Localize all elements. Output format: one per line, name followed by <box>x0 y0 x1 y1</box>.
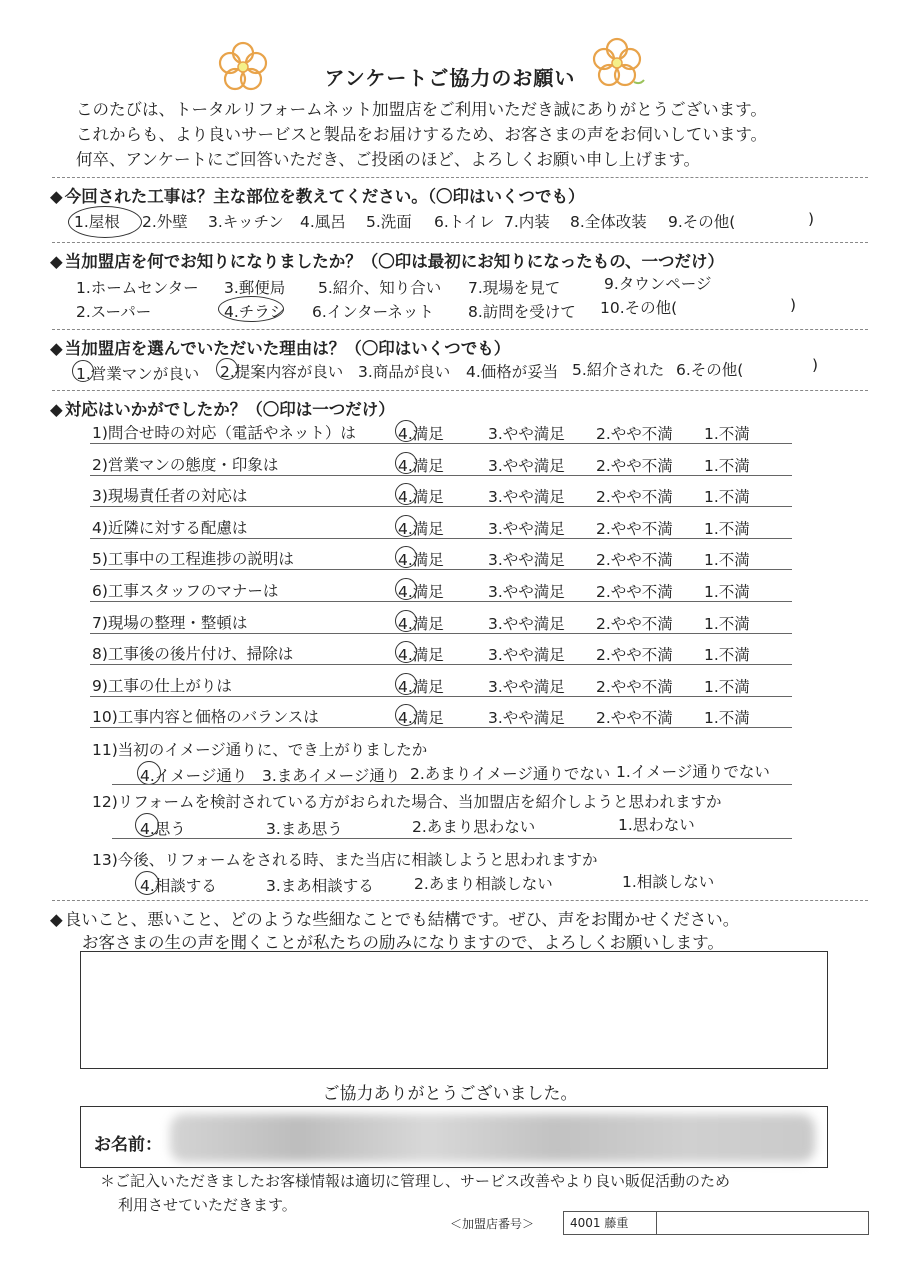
store-number-value: 4001 藤重 <box>570 1216 629 1230</box>
q12-option-2[interactable]: 2.あまり思わない <box>412 818 536 836</box>
rating-item-label: 10)工事内容と価格のバランスは <box>92 708 319 727</box>
row-line <box>90 443 792 444</box>
thanks-text: ご協力ありがとうございました。 <box>322 1084 578 1104</box>
name-label: お名前： <box>94 1135 162 1155</box>
rating-option[interactable]: 1.不満 <box>704 614 750 633</box>
q3-option-other[interactable]: 6.その他( <box>676 361 744 379</box>
q2-option-post-office[interactable]: 3.郵便局 <box>224 279 286 297</box>
intro-line-3: 何卒、アンケートにご回答いただき、ご投函のほど、よろしくお願い申し上げます。 <box>76 150 701 169</box>
rating-option[interactable]: 1.不満 <box>704 646 750 665</box>
rating-item-label: 5)工事中の工程進捗の説明は <box>92 550 294 569</box>
rating-option[interactable]: 1.不満 <box>704 519 750 538</box>
q1-option-other[interactable]: 9.その他( <box>668 213 736 231</box>
redacted-name <box>170 1114 815 1162</box>
q2-option-referral[interactable]: 5.紹介、知り合い <box>318 279 442 297</box>
q13-option-4[interactable]: 4.相談する <box>140 877 217 895</box>
rating-option[interactable]: 3.やや満足 <box>488 425 565 443</box>
q13-option-1[interactable]: 1.相談しない <box>622 873 715 891</box>
rating-option[interactable]: 2.やや不満 <box>596 456 673 475</box>
rating-option[interactable]: 1.不満 <box>704 709 750 728</box>
q1-option-toilet[interactable]: 6.トイレ <box>434 213 495 231</box>
q4-question <box>50 396 395 420</box>
rating-option[interactable]: 2.やや不満 <box>596 519 673 538</box>
divider <box>52 242 868 243</box>
q1-question-text: 今回された工事は？主な部位を教えてください。（〇印はいくつでも） <box>64 187 585 206</box>
q11-option-4[interactable]: 4.イメージ通り <box>140 767 248 785</box>
rating-item-label: 2)営業マンの態度・印象は <box>92 455 279 474</box>
row-line <box>90 601 792 602</box>
q1-option-bath[interactable]: 4.風呂 <box>300 213 346 231</box>
rating-option[interactable]: 3.やや満足 <box>488 488 565 507</box>
diamond-bullet-icon: ◆ <box>50 400 63 419</box>
rating-item-label: 8)工事後の後片付け、掃除は <box>92 645 294 664</box>
intro-line-1: このたびは、トータルリフォームネット加盟店をご利用いただき誠にありがとうございます。 <box>76 100 767 119</box>
rating-option[interactable]: 3.やや満足 <box>488 614 565 633</box>
comments-textarea[interactable] <box>80 951 828 1069</box>
rating-option[interactable]: 4.満足 <box>398 551 444 570</box>
q13-option-3[interactable]: 3.まあ相談する <box>266 877 374 895</box>
rating-option[interactable]: 2.やや不満 <box>596 551 673 570</box>
q11-option-3[interactable]: 3.まあイメージ通り <box>262 767 401 785</box>
q13-question: 13)今後、リフォームをされる時、また当店に相談しようと思われますか <box>92 851 598 869</box>
rating-option[interactable]: 1.不満 <box>704 551 750 570</box>
q3-option-product[interactable]: 3.商品が良い <box>358 363 451 381</box>
rating-option[interactable]: 4.満足 <box>398 519 444 538</box>
rating-option[interactable]: 2.やや不満 <box>596 646 673 665</box>
diamond-bullet-icon: ◆ <box>50 252 63 271</box>
divider <box>52 329 868 330</box>
row-line <box>90 506 792 507</box>
q12-option-3[interactable]: 3.まあ思う <box>266 820 343 838</box>
diamond-bullet-icon: ◆ <box>50 339 63 358</box>
rating-option[interactable]: 2.やや不満 <box>596 677 673 696</box>
row-line <box>90 696 792 697</box>
q1-option-exterior[interactable]: 2.外壁 <box>142 213 188 231</box>
comments-line-1: 良いこと、悪いこと、どのような些細なことでも結構です。ぜひ、声をお聞かせください。 <box>64 910 740 929</box>
row-line <box>90 569 792 570</box>
rating-item-label: 6)工事スタッフのマナーは <box>92 582 279 600</box>
q12-option-4[interactable]: 4.思う <box>140 820 186 838</box>
q12-option-1[interactable]: 1.思わない <box>618 816 695 834</box>
q1-option-washroom[interactable]: 5.洗面 <box>366 213 412 231</box>
row-line <box>112 784 792 785</box>
q13-option-2[interactable]: 2.あまり相談しない <box>414 875 553 893</box>
rating-option[interactable]: 3.やや満足 <box>488 709 565 728</box>
q2-option-flyer[interactable]: 4.チラシ <box>224 303 286 321</box>
comments-line-2: お客さまの生の声を聞くことが私たちの励みになりますので、よろしくお願いします。 <box>82 933 724 952</box>
rating-option[interactable]: 3.やや満足 <box>488 646 565 665</box>
q11-option-2[interactable]: 2.あまりイメージ通りでない <box>410 765 611 783</box>
page-title: アンケートご協力のお願い <box>324 66 576 90</box>
q2-option-townpage[interactable]: 9.タウンページ <box>604 275 712 293</box>
row-line <box>90 475 792 476</box>
rating-option[interactable]: 3.やや満足 <box>488 583 565 601</box>
rating-item-label: 9)工事の仕上がりは <box>92 676 232 695</box>
q2-question <box>50 248 724 272</box>
privacy-note-1: ＊ご記入いただきましたお客様情報は適切に管理し、サービス改善やより良い販促活動のため <box>100 1172 731 1190</box>
rating-option[interactable]: 2.やや不満 <box>596 488 673 507</box>
rating-option[interactable]: 4.満足 <box>398 614 444 633</box>
rating-option[interactable]: 3.やや満足 <box>488 456 565 475</box>
rating-option[interactable]: 2.やや不満 <box>596 709 673 728</box>
comments-prompt <box>50 906 739 930</box>
q1-option-kitchen[interactable]: 3.キッチン <box>208 213 284 231</box>
rating-item-label: 4)近隣に対する配慮は <box>92 518 248 537</box>
q2-option-other-close: ) <box>790 296 797 314</box>
q2-option-supermarket[interactable]: 2.スーパー <box>76 303 152 321</box>
privacy-note-2: 利用させていただきます。 <box>118 1196 297 1214</box>
row-line <box>112 838 792 839</box>
q3-option-price[interactable]: 4.価格が妥当 <box>466 363 559 381</box>
rating-option[interactable]: 1.不満 <box>704 677 750 696</box>
store-number-label: ＜加盟店番号＞ <box>450 1217 535 1231</box>
q11-question: 11)当初のイメージ通りに、でき上がりましたか <box>92 741 428 759</box>
divider <box>52 390 868 391</box>
rating-option[interactable]: 4.満足 <box>398 709 444 728</box>
q1-option-full-renovation[interactable]: 8.全体改装 <box>570 213 647 231</box>
rating-item-label: 3)現場責任者の対応は <box>92 487 248 506</box>
rating-option[interactable]: 1.不満 <box>704 425 750 443</box>
row-line <box>90 538 792 539</box>
rating-option[interactable]: 4.満足 <box>398 583 444 601</box>
rating-option[interactable]: 4.満足 <box>398 677 444 696</box>
rating-option[interactable]: 1.不満 <box>704 583 750 601</box>
diamond-bullet-icon: ◆ <box>50 910 63 929</box>
q1-option-other-close: ) <box>808 210 815 228</box>
rating-item-label: 1)問合せ時の対応（電話やネット）は <box>92 424 356 442</box>
row-line <box>90 727 792 728</box>
rating-option[interactable]: 1.不満 <box>704 488 750 507</box>
q3-option-other-close: ) <box>812 356 819 374</box>
rating-item-label: 7)現場の整理・整頓は <box>92 613 248 632</box>
q1-question <box>50 183 584 207</box>
q2-option-home-center[interactable]: 1.ホームセンター <box>76 279 199 297</box>
rating-option[interactable]: 4.満足 <box>398 646 444 665</box>
q3-question <box>50 335 510 359</box>
q3-option-introduced[interactable]: 5.紹介された <box>572 361 665 379</box>
q2-option-internet[interactable]: 6.インターネット <box>312 303 434 321</box>
q3-question-text: 当加盟店を選んでいただいた理由は？（〇印はいくつでも） <box>64 339 511 358</box>
divider <box>52 177 868 178</box>
q2-option-site[interactable]: 7.現場を見て <box>468 279 561 297</box>
divider <box>52 900 868 901</box>
q1-option-roof[interactable]: 1.屋根 <box>74 213 120 231</box>
rating-option[interactable]: 3.やや満足 <box>488 519 565 538</box>
rating-option[interactable]: 4.満足 <box>398 456 444 475</box>
rating-option[interactable]: 3.やや満足 <box>488 551 565 570</box>
q2-option-visit[interactable]: 8.訪問を受けて <box>468 303 576 321</box>
q11-option-1[interactable]: 1.イメージ通りでない <box>616 763 770 781</box>
row-line <box>90 633 792 634</box>
rating-option[interactable]: 2.やや不満 <box>596 614 673 633</box>
intro-line-2: これからも、より良いサービスと製品をお届けするため、お客さまの声をお伺いしています。 <box>76 125 768 144</box>
q3-option-sales[interactable]: 1.営業マンが良い <box>76 365 200 383</box>
rating-option[interactable]: 2.やや不満 <box>596 583 673 601</box>
rating-option[interactable]: 3.やや満足 <box>488 677 565 696</box>
q12-question: 12)リフォームを検討されている方がおられた場合、当加盟店を紹介しようと思われますか <box>92 793 722 811</box>
q2-question-text: 当加盟店を何でお知りになりましたか？（〇印は最初にお知りになったもの、一つだけ） <box>64 252 725 271</box>
rating-option[interactable]: 4.満足 <box>398 425 444 443</box>
q3-option-proposal[interactable]: 2.提案内容が良い <box>220 363 344 381</box>
rating-option[interactable]: 1.不満 <box>704 456 750 475</box>
q2-option-other[interactable]: 10.その他( <box>600 299 678 317</box>
q1-option-interior[interactable]: 7.内装 <box>504 213 550 231</box>
rating-option[interactable]: 4.満足 <box>398 488 444 507</box>
rating-option[interactable]: 2.やや不満 <box>596 425 673 443</box>
diamond-bullet-icon: ◆ <box>50 187 63 206</box>
q4-question-text: 対応はいかがでしたか？（〇印は一つだけ） <box>64 400 395 419</box>
row-line <box>90 664 792 665</box>
